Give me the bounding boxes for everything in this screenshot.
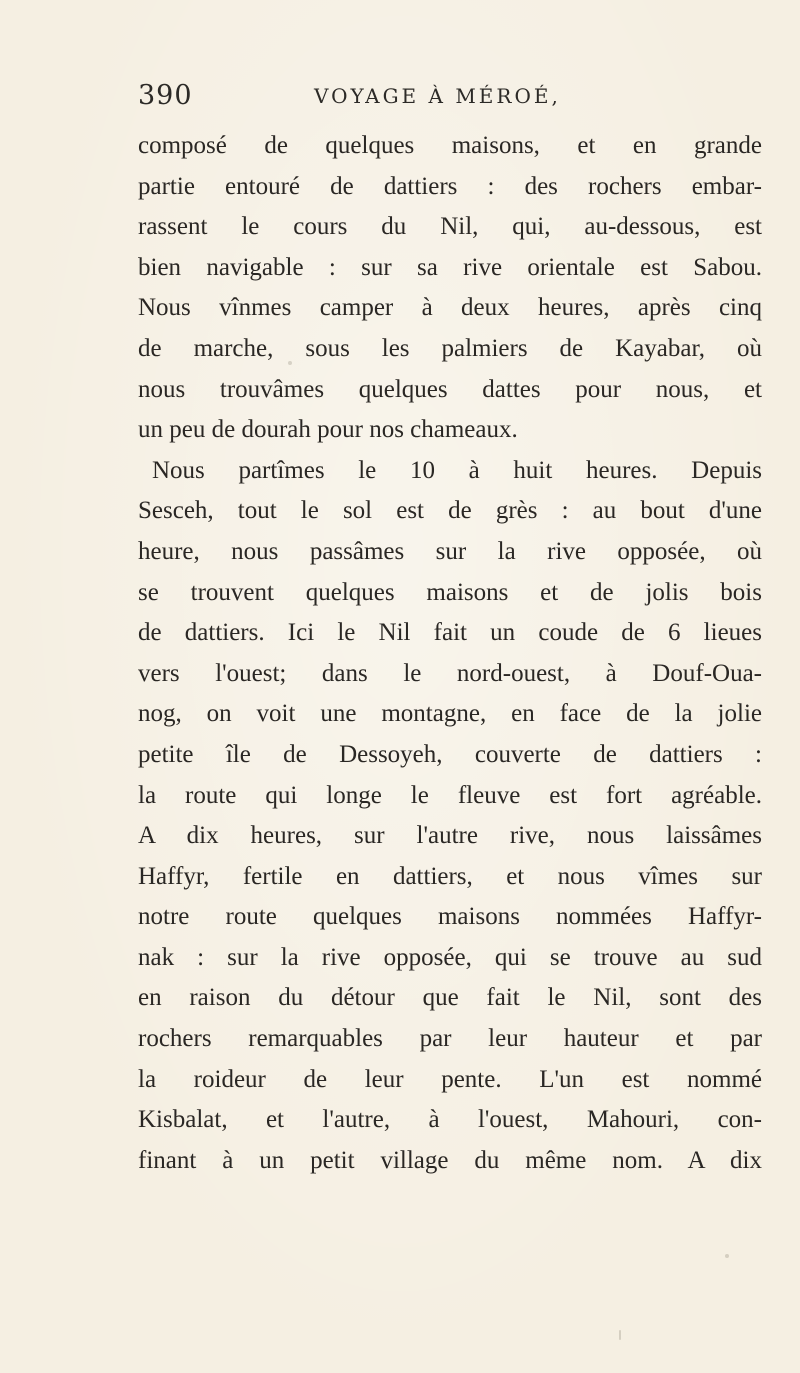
text-line: finant à un petit village du même nom. A dix bbox=[138, 1146, 762, 1174]
text-line: vers l'ouest; dans le nord-ouest, à Douf-Oua- bbox=[138, 659, 762, 687]
text-line: en raison du détour que fait le Nil, sont des bbox=[138, 984, 762, 1012]
text-line: nous trouvâmes quelques dattes pour nous, et bbox=[138, 375, 762, 403]
text-line: Kisbalat, et l'autre, à l'ouest, Mahouri, con- bbox=[138, 1106, 762, 1134]
text-line: Nous vînmes camper à deux heures, après cinq bbox=[138, 294, 762, 322]
body-text bbox=[138, 126, 762, 1181]
text-line: rassent le cours du Nil, qui, au-dessous, est bbox=[138, 213, 762, 241]
text-line: nog, on voit une montagne, en face de la jolie bbox=[138, 700, 762, 728]
page-number: 390 bbox=[138, 80, 193, 111]
text-line: nak : sur la rive opposée, qui se trouve au sud bbox=[138, 943, 762, 971]
text-line: composé de quelques maisons, et en grande bbox=[138, 132, 762, 159]
paragraph-start-line: Nous partîmes le 10 à huit heures. Depuis bbox=[152, 456, 762, 484]
text-line: la roideur de leur pente. L'un est nommé bbox=[138, 1065, 762, 1093]
text-line: de marche, sous les palmiers de Kayabar, où bbox=[138, 334, 762, 362]
text-line: partie entouré de dattiers : des rochers embar- bbox=[138, 172, 762, 200]
text-line: un peu de dourah pour nos chameaux. bbox=[138, 416, 518, 444]
paper-blemish bbox=[748, 880, 751, 883]
text-line: la route qui longe le fleuve est fort agréable. bbox=[138, 781, 762, 809]
paper-blemish bbox=[288, 361, 292, 365]
text-line: Haffyr, fertile en dattiers, et nous vîmes sur bbox=[138, 862, 762, 890]
running-title: VOYAGE À MÉROÉ, bbox=[314, 84, 561, 108]
text-line: heure, nous passâmes sur la rive opposée, où bbox=[138, 537, 762, 565]
text-line: se trouvent quelques maisons et de jolis bois bbox=[138, 578, 762, 606]
text-line: rochers remarquables par leur hauteur et par bbox=[138, 1025, 762, 1053]
text-line: petite île de Dessoyeh, couverte de dattiers : bbox=[138, 740, 762, 768]
paper-blemish bbox=[725, 1254, 729, 1258]
text-line: Sesceh, tout le sol est de grès : au bout d'une bbox=[138, 497, 762, 525]
text-line: notre route quelques maisons nommées Haffyr- bbox=[138, 903, 762, 931]
page-header bbox=[138, 80, 658, 120]
text-line: A dix heures, sur l'autre rive, nous laissâmes bbox=[138, 822, 762, 850]
text-line: de dattiers. Ici le Nil fait un coude de 6 lieues bbox=[138, 619, 762, 647]
text-line: bien navigable : sur sa rive orientale est Sabou. bbox=[138, 253, 762, 281]
paper-blemish bbox=[619, 1330, 621, 1340]
